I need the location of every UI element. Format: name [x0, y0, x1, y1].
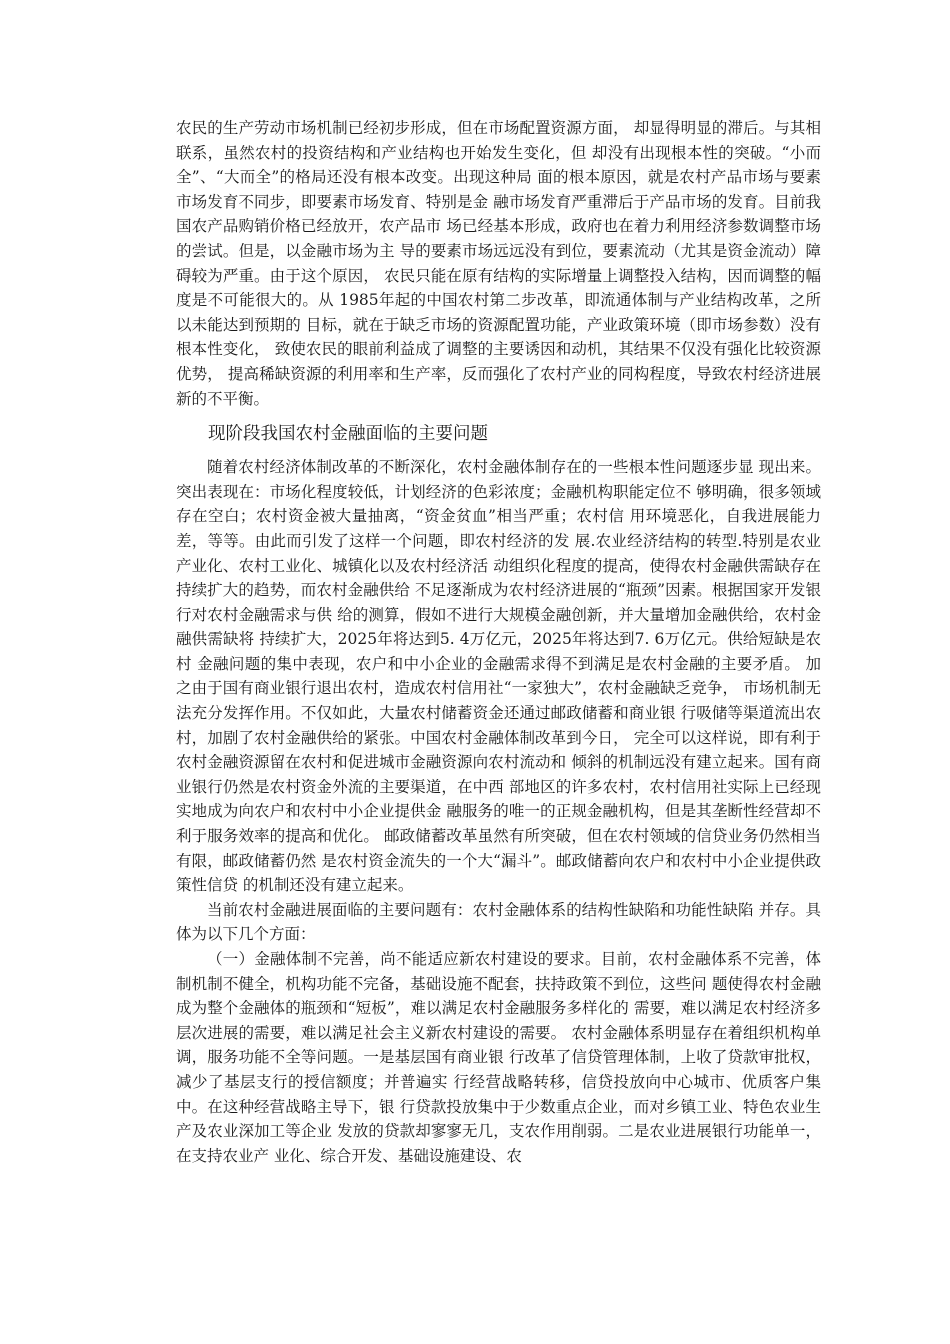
- document-body: [176, 116, 821, 1168]
- paragraph-1: 农民的生产劳动市场机制已经初步形成，但在市场配置资源方面， 却显得明显的滞后。与其相联系，虽然农村的投资结构和产业结构也开始发生变化，但 却没有出现根本性的突破。“小而全”、“大而全”的格局还没有根本改变。出现这种局 面的根本原因，就是农村产品市场与要素市场发育不同步，即要素市场发育、特别是金 融市场发育严重滞后于产品市场的发育。目前我国农产品购销价格已经放开，农产品市 场已经基本形成，政府也在着力利用经济参数调整市场的尝试。但是，以金融市场为主 导的要素市场远远没有到位，要素流动（尤其是资金流动）障碍较为严重。由于这个原因， 农民只能在原有结构的实际增量上调整投入结构，因而调整的幅度是不可能很大的。从 1985年起的中国农村第二步改革，即流通体制与产业结构改革，之所以未能达到预期的 目标，就在于缺乏市场的资源配置功能，产业政策环境（即市场参数）没有根本性变化， 致使农民的眼前利益成了调整的主要诱因和动机，其结果不仅没有强化比较资源优势， 提高稀缺资源的利用率和生产率，反而强化了农村产业的同构程度，导致农村经济进展 新的不平衡。: [176, 119, 821, 408]
- paragraph-4: （一）金融体制不完善，尚不能适应新农村建设的要求。目前，农村金融体系不完善，体制机制不健全，机构功能不完备，基础设施不配套，扶持政策不到位，这些问 题使得农村金融成为整个金融体的瓶颈和“短板”，难以满足农村金融服务多样化的 需要，难以满足农村经济多层次进展的需要，难以满足社会主义新农村建设的需要。 农村金融体系明显存在着组织机构单调，服务功能不全等问题。一是基层国有商业银 行改革了信贷管理体制，上收了贷款审批权，减少了基层支行的授信额度；并普遍实 行经营战略转移，信贷投放向中心城市、优质客户集中。在这种经营战略主导下，银 行贷款投放集中于少数重点企业，而对乡镇工业、特色农业生产及农业深加工等企业 发放的贷款却寥寥无几，支农作用削弱。二是农业进展银行功能单一，在支持农业产 业化、综合开发、基础设施建设、农: [176, 950, 821, 1165]
- paragraph-3: 当前农村金融进展面临的主要问题有：农村金融体系的结构性缺陷和功能性缺陷 并存。具体为以下几个方面：: [176, 900, 821, 944]
- paragraph-2: 随着农村经济体制改革的不断深化，农村金融体制存在的一些根本性问题逐步显 现出来。突出表现在：市场化程度较低，计划经济的色彩浓度；金融机构职能定位不 够明确，很多领域存在空白；农村资金被大量抽离，“资金贫血”相当严重；农村信 用环境恶化，自我进展能力差，等等。由此而引发了这样一个问题，即农村经济的发 展.农业经济结构的转型.特别是农业产业化、农村工业化、城镇化以及农村经济活 动组织化程度的提高，使得农村金融供需缺存在持续扩大的趋势，而农村金融供给 不足逐渐成为农村经济进展的“瓶颈”因素。根据国家开发银行对农村金融需求与供 给的测算，假如不进行大规模金融创新，并大量增加金融供给，农村金融供需缺将 持续扩大，2025年将达到5. 4万亿元，2025年将达到7. 6万亿元。供给短缺是农村 金融问题的集中表现，农户和中小企业的金融需求得不到满足是农村金融的主要矛盾。 加之由于国有商业银行退出农村，造成农村信用社“一家独大”，农村金融缺乏竞争， 市场机制无法充分发挥作用。不仅如此，大量农村储蓄资金还通过邮政储蓄和商业银 行吸储等渠道流出农村，加剧了农村金融供给的紧张。中国农村金融体制改革到今日， 完全可以这样说，即有利于农村金融资源留在农村和促进城市金融资源向农村流动和 倾斜的机制远没有建立起来。国有商业银行仍然是农村资金外流的主要渠道，在中西 部地区的许多农村，农村信用社实际上已经现实地成为向农户和农村中小企业提供金 融服务的唯一的正规金融机构，但是其垄断性经营却不利于服务效率的提高和优化。 邮政储蓄改革虽然有所突破，但在农村领域的信贷业务仍然相当有限，邮政储蓄仍然 是农村资金流失的一个大“漏斗”。邮政储蓄向农户和农村中小企业提供政策性信贷 的机制还没有建立起来。: [176, 458, 821, 895]
- section-heading: 现阶段我国农村金融面临的主要问题: [208, 424, 488, 445]
